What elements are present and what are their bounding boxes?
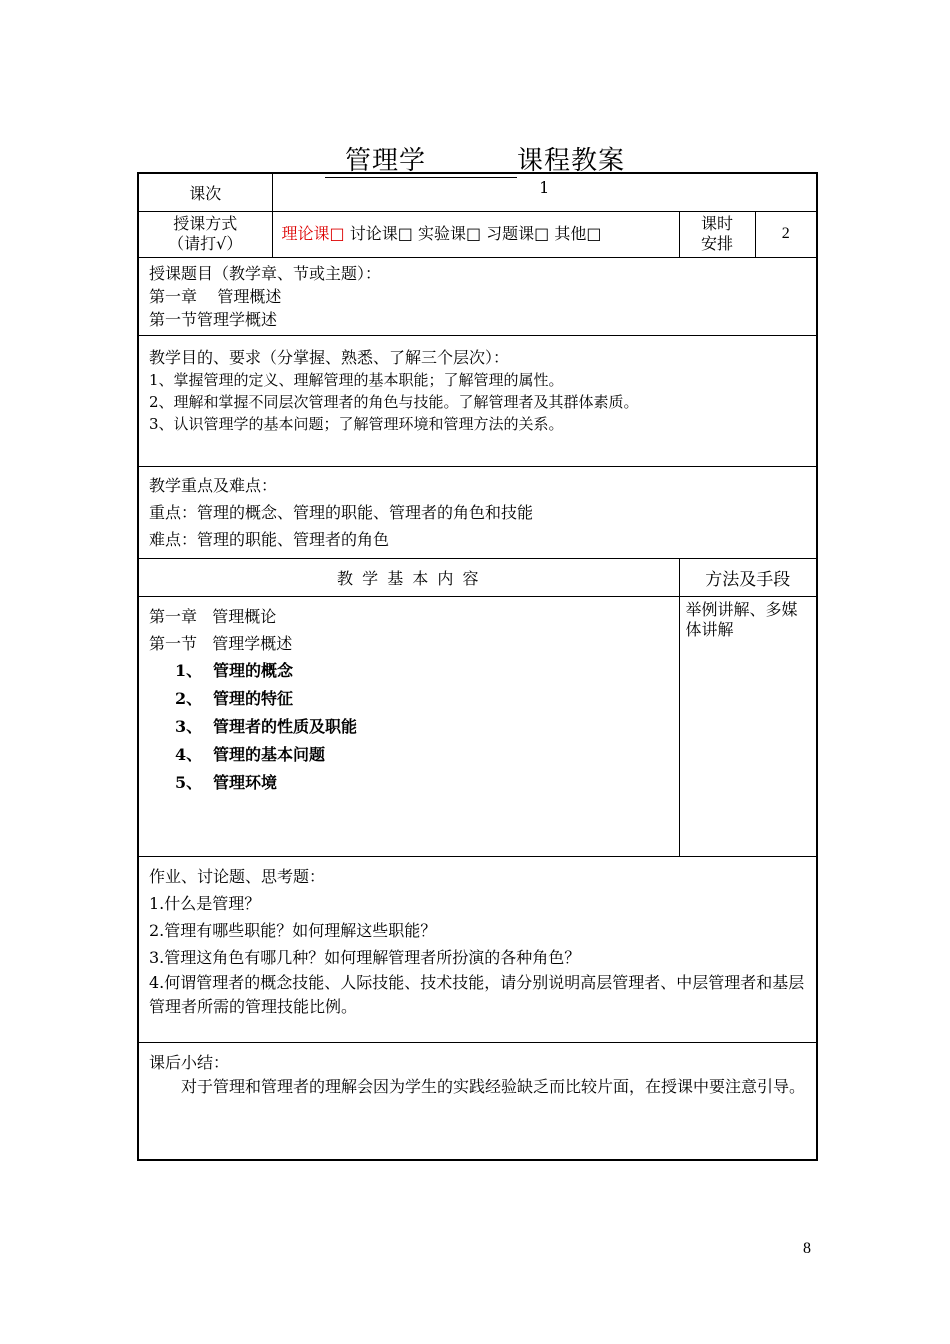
topic-section: 第一节管理学概述 xyxy=(149,309,278,329)
lesson-plan-table xyxy=(137,172,818,1161)
method-row xyxy=(138,211,817,257)
hours-label: 课时 安排 xyxy=(679,211,755,257)
content-header-row xyxy=(138,558,817,596)
method-option-other[interactable]: 其他□ xyxy=(554,224,602,243)
key-points-heading: 教学重点及难点： xyxy=(149,475,278,495)
method-option-theory[interactable]: 理论课□ xyxy=(281,224,345,243)
topic-heading: 授课题目（教学章、节或主题）： xyxy=(149,263,382,283)
homework-item: 3.管理这角色有哪几种？如何理解管理者所扮演的各种角色？ xyxy=(149,947,581,967)
summary-cell xyxy=(138,1042,817,1160)
topic-chapter: 第一章 管理概述 xyxy=(149,286,282,306)
content-cell xyxy=(138,596,679,856)
title-suffix: 课程教案 xyxy=(516,146,625,176)
content-row xyxy=(138,596,817,856)
content-item: 3、 管理者的性质及职能 xyxy=(175,716,358,736)
key-focus: 重点：管理的概念、管理的职能、管理者的角色和技能 xyxy=(149,502,534,522)
objective-item: 1、掌握管理的定义、理解管理的基本职能；了解管理的属性。 xyxy=(149,370,564,389)
objectives-cell xyxy=(138,335,817,466)
method-option-experiment[interactable]: 实验课□ xyxy=(417,224,482,243)
method-options xyxy=(272,211,679,257)
homework-item: 1.什么是管理？ xyxy=(149,893,261,913)
homework-row xyxy=(138,856,817,1042)
objective-item: 2、理解和掌握不同层次管理者的角色与技能。了解管理者及其群体素质。 xyxy=(149,392,639,411)
content-item: 5、 管理环境 xyxy=(175,772,278,792)
summary-row xyxy=(138,1042,817,1160)
method-label: 授课方式 （请打√） xyxy=(138,211,272,257)
method-header: 方法及手段 xyxy=(679,558,817,596)
content-chapter: 第一章 管理概论 xyxy=(149,606,277,626)
content-header: 教 学 基 本 内 容 xyxy=(138,558,679,596)
key-points-cell xyxy=(138,466,817,558)
lesson-number-label: 课次 xyxy=(138,173,272,211)
content-section: 第一节 管理学概述 xyxy=(149,633,293,653)
summary-text: 对于管理和管理者的理解会因为学生的实践经验缺乏而比较片面，在授课中要注意引导。 xyxy=(181,1076,806,1096)
lesson-number-value: 1 xyxy=(272,173,817,211)
key-points-row xyxy=(138,466,817,558)
lesson-number-row xyxy=(138,173,817,211)
page-number: 8 xyxy=(803,1240,811,1257)
hours-value: 2 xyxy=(755,211,817,257)
homework-item: 4.何谓管理者的概念技能、人际技能、技术技能，请分别说明高层管理者、中层管理者和基层管理者所需的管理技能比例。 xyxy=(149,972,805,1016)
topic-row xyxy=(138,257,817,335)
homework-item: 2.管理有哪些职能？如何理解这些职能？ xyxy=(149,920,437,940)
method-cell: 举例讲解、多媒体讲解 xyxy=(679,596,817,856)
homework-heading: 作业、讨论题、思考题： xyxy=(149,866,326,886)
content-item: 2、 管理的特征 xyxy=(175,688,294,708)
content-item: 1、 管理的概念 xyxy=(175,660,294,680)
objective-item: 3、认识管理学的基本问题；了解管理环境和管理方法的关系。 xyxy=(149,414,564,433)
topic-cell xyxy=(138,257,817,335)
content-item: 4、 管理的基本问题 xyxy=(175,744,326,764)
objectives-row xyxy=(138,335,817,466)
key-difficulty: 难点：管理的职能、管理者的角色 xyxy=(149,529,390,549)
summary-heading: 课后小结： xyxy=(149,1052,230,1072)
method-option-discussion[interactable]: 讨论课□ xyxy=(349,224,413,243)
objectives-heading: 教学目的、要求（分掌握、熟悉、了解三个层次）： xyxy=(149,347,510,367)
homework-cell xyxy=(138,856,817,1042)
method-option-exercise[interactable]: 习题课□ xyxy=(486,224,550,243)
course-name: 管理学 xyxy=(325,140,517,178)
